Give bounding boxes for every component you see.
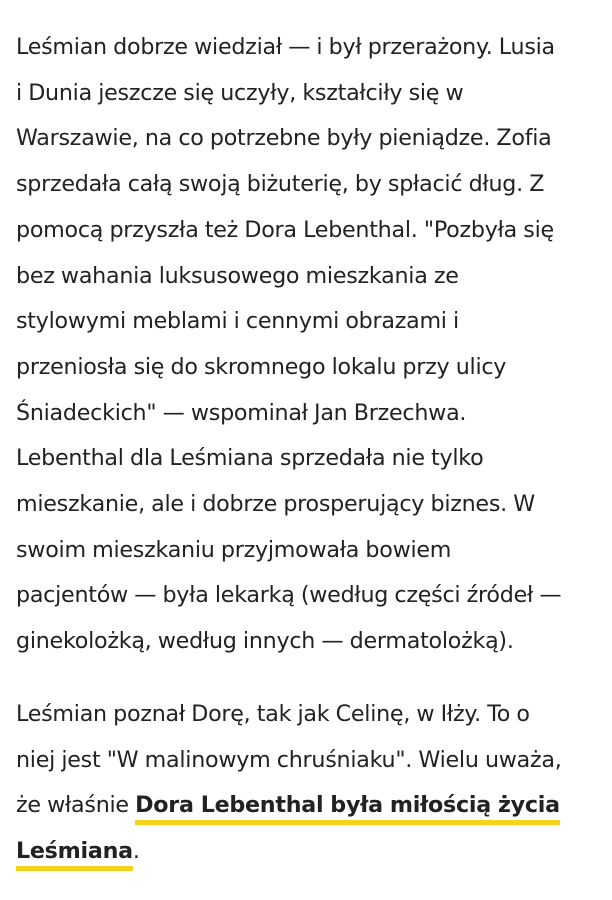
paragraph-line: stylowymi meblami i cennymi obrazami i <box>16 308 459 335</box>
paragraph-line: Warszawie, na co potrzebne były pieniądze. Zofia <box>16 125 552 152</box>
paragraph-line: i Dunia jeszcze się uczyły, kształciły się w <box>16 79 464 106</box>
paragraph-line: niej jest "W malinowym chruśniaku". Wielu uważa, <box>16 746 562 773</box>
article-paragraph <box>16 692 596 875</box>
paragraph-line: ginekolożką, według innych — dermatolożką). <box>16 628 514 655</box>
paragraph-line: mieszkanie, ale i dobrze prosperujący biznes. W <box>16 491 535 518</box>
paragraph-line <box>16 829 596 875</box>
paragraph-line: swoim mieszkaniu przyjmowała bowiem <box>16 536 452 563</box>
paragraph-line: pomocą przyszła też Dora Lebenthal. "Pozbyła się <box>16 216 554 243</box>
paragraph-line: Lebenthal dla Leśmiana sprzedała nie tylko <box>16 445 484 472</box>
article-paragraph <box>16 0 596 665</box>
article-link-continued[interactable]: Leśmiana <box>16 838 133 871</box>
paragraph-line <box>16 783 596 829</box>
paragraph-line: Leśmian poznał Dorę, tak jak Celinę, w Iłży. To o <box>16 700 530 727</box>
article-link[interactable]: Dora Lebenthal była miłością życia <box>135 792 560 825</box>
paragraph-line: pacjentów — była lekarką (według części źródeł — <box>16 582 562 609</box>
paragraph-line: bez wahania luksusowego mieszkania ze <box>16 262 459 289</box>
paragraph-line: sprzedała całą swoją biżuterię, by spłacić dług. Z <box>16 171 545 198</box>
paragraph-line: Leśmian dobrze wiedział — i był przerażony. Lusia <box>16 34 555 60</box>
paragraph-text: . <box>132 837 140 864</box>
paragraph-line: przeniosła się do skromnego lokalu przy ulicy <box>16 353 507 380</box>
paragraph-text: że właśnie <box>16 792 136 819</box>
paragraph-line: Śniadeckich" — wspominał Jan Brzechwa. <box>16 399 467 426</box>
